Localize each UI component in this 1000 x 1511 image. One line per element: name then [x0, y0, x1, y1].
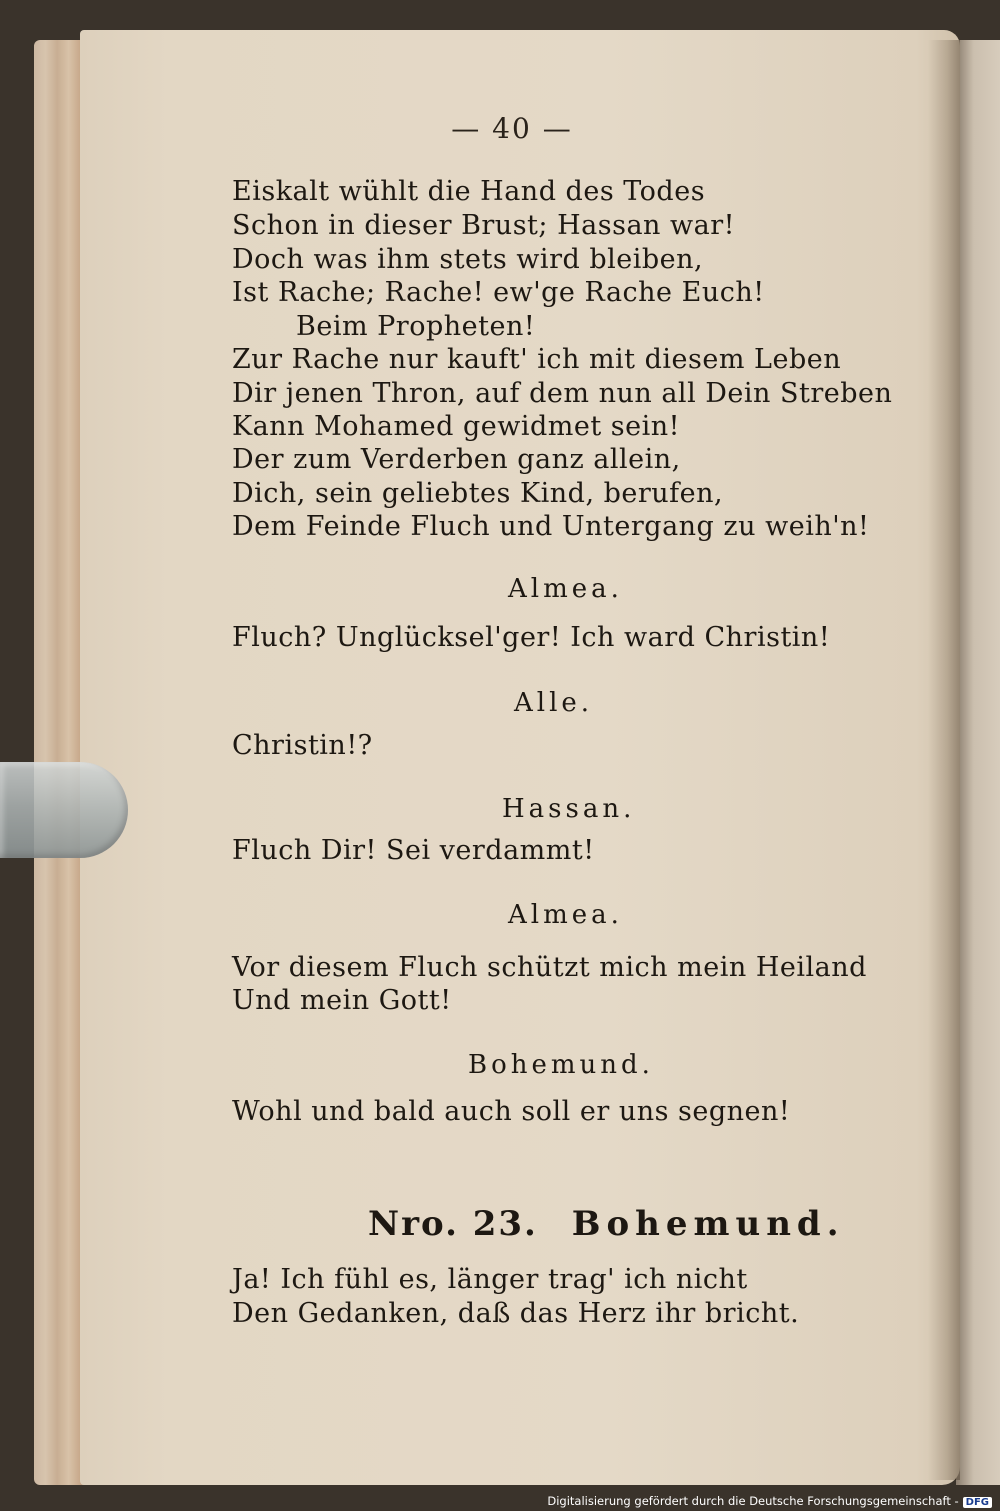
section-number: Nro. 23. [368, 1204, 538, 1244]
dialogue-line: Wohl und bald auch soll er uns segnen! [232, 1096, 791, 1127]
verse-line: Schon in dieser Brust; Hassan war! [232, 210, 735, 241]
verse-line: Kann Mohamed gewidmet sein! [232, 411, 680, 442]
verse-line: Dem Feinde Fluch und Untergang zu weih'n! [232, 511, 870, 542]
verse-line: Dir jenen Thron, auf dem nun all Dein Streben [232, 378, 893, 409]
verse-line: Dich, sein geliebtes Kind, berufen, [232, 478, 724, 509]
verse-line: Doch was ihm stets wird bleiben, [232, 244, 704, 275]
verse-line: Eiskalt wühlt die Hand des Todes [232, 176, 706, 207]
speaker-name: Almea. [508, 900, 623, 930]
section-line: Ja! Ich fühl es, länger trag' ich nicht [232, 1264, 748, 1295]
section-line: Den Gedanken, daß das Herz ihr bricht. [232, 1298, 800, 1329]
verse-line: Der zum Verderben ganz allein, [232, 444, 681, 475]
dialogue-line: Christin!? [232, 730, 373, 761]
footer-text: Digitalisierung gefördert durch die Deutsche Forschungsgemeinschaft - [547, 1494, 959, 1508]
dialogue-line: Fluch Dir! Sei verdammt! [232, 835, 595, 866]
dialogue-line: Und mein Gott! [232, 985, 452, 1016]
book-gutter-shadow [928, 40, 960, 1480]
page-number: — 40 — [451, 112, 573, 145]
verse-line: Ist Rache; Rache! ew'ge Rache Euch! [232, 277, 765, 308]
glass-page-clip [0, 762, 128, 858]
section-character: Bohemund. [571, 1204, 845, 1244]
dfg-logo: DFG [963, 1497, 992, 1508]
funding-footer [547, 1494, 992, 1508]
section-heading [368, 1204, 845, 1244]
dialogue-line: Vor diesem Fluch schützt mich mein Heiland [232, 952, 867, 983]
verse-line: Beim Propheten! [296, 311, 536, 342]
verse-line: Zur Rache nur kauft' ich mit diesem Leben [232, 344, 842, 375]
facing-page-edge [956, 40, 1000, 1485]
speaker-name: Almea. [508, 574, 623, 604]
speaker-name: Alle. [514, 688, 594, 718]
speaker-name: Hassan. [502, 794, 636, 824]
speaker-name: Bohemund. [468, 1050, 654, 1080]
dialogue-line: Fluch? Unglücksel'ger! Ich ward Christin! [232, 622, 831, 653]
